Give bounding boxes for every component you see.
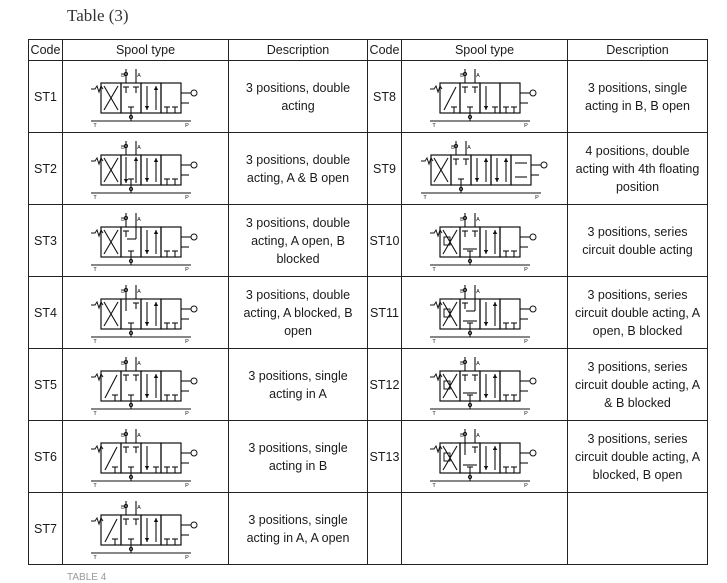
arrow-head <box>123 179 127 183</box>
description-cell: 3 positions, double acting, A & B open <box>229 133 368 205</box>
valve-envelope <box>500 83 520 113</box>
valve-envelope <box>500 227 520 257</box>
spool-symbol <box>85 498 207 560</box>
lever-knob-icon <box>191 522 197 528</box>
spool-symbol <box>85 138 207 200</box>
code-cell: ST3 <box>29 205 63 277</box>
lever-knob-icon <box>191 234 197 240</box>
arrow-head <box>492 302 496 306</box>
arrow-head <box>144 106 148 110</box>
port-label: A <box>136 144 141 151</box>
spool-type-table <box>28 39 708 565</box>
port-label: P <box>184 266 189 272</box>
spool-symbol <box>85 354 207 416</box>
description-cell: 3 positions, double acting <box>229 61 368 133</box>
port-label: B <box>120 360 125 367</box>
header-description-right: Description <box>568 40 708 61</box>
port-label: T <box>431 266 436 272</box>
valve-envelope <box>141 515 161 545</box>
arrow-head <box>153 518 157 522</box>
lever-knob-icon <box>530 90 536 96</box>
port-label: B <box>459 72 464 79</box>
arrow-head <box>483 394 487 398</box>
lever-knob-icon <box>530 306 536 312</box>
description-cell: 3 positions, double acting, A open, B blocked <box>229 205 368 277</box>
port-label: P <box>184 554 189 560</box>
table-row <box>29 421 708 493</box>
spool-symbol <box>424 282 546 344</box>
port-label: T <box>431 410 436 416</box>
port-label: A <box>136 360 141 367</box>
port-label: B <box>120 432 125 439</box>
arrow-head <box>474 178 478 182</box>
spool-symbol-cell <box>402 277 568 349</box>
arrow-head <box>483 106 487 110</box>
port-label: B <box>120 144 125 151</box>
arrow-head <box>494 178 498 182</box>
valve-envelope <box>491 155 511 185</box>
arrow-head <box>144 466 148 470</box>
valve-envelope <box>161 443 181 473</box>
code-cell: ST9 <box>368 133 402 205</box>
arrow-head <box>144 178 148 182</box>
spool-symbol <box>85 210 207 272</box>
port-label: P <box>523 266 528 272</box>
lever-knob-icon <box>191 306 197 312</box>
arrow-head <box>153 86 157 90</box>
port-label: T <box>92 410 97 416</box>
port-label: B <box>459 432 464 439</box>
spool-symbol <box>424 426 546 488</box>
header-code-left: Code <box>29 40 63 61</box>
valve-envelope <box>480 227 500 257</box>
valve-envelope <box>500 371 520 401</box>
spool-symbol-cell <box>63 421 229 493</box>
valve-envelope <box>480 443 500 473</box>
port-label: T <box>92 122 97 128</box>
code-cell: ST5 <box>29 349 63 421</box>
valve-envelope <box>161 83 181 113</box>
arrow-head <box>144 322 148 326</box>
port-label: P <box>523 410 528 416</box>
code-cell: ST10 <box>368 205 402 277</box>
port-label: T <box>431 338 436 344</box>
port-label: P <box>184 410 189 416</box>
spool-symbol <box>424 210 546 272</box>
valve-envelope <box>161 299 181 329</box>
table-row <box>29 349 708 421</box>
spool-symbol-cell <box>402 61 568 133</box>
spool-symbol <box>85 426 207 488</box>
valve-envelope <box>141 155 161 185</box>
valve-envelope <box>161 371 181 401</box>
port-label: A <box>136 216 141 223</box>
arrow-head <box>153 302 157 306</box>
description-cell: 3 positions, double acting, A blocked, B open <box>229 277 368 349</box>
arrow-head <box>492 446 496 450</box>
port-label: P <box>184 194 189 200</box>
port-label: P <box>523 122 528 128</box>
valve-envelope <box>480 371 500 401</box>
spool-symbol <box>415 138 555 200</box>
port-label: A <box>475 288 480 295</box>
port-label: P <box>534 194 539 200</box>
code-cell: ST11 <box>368 277 402 349</box>
valve-envelope <box>141 299 161 329</box>
spool-symbol-cell <box>63 61 229 133</box>
valve-envelope <box>141 83 161 113</box>
table-caption: Table (3) <box>67 6 129 25</box>
code-cell: ST7 <box>29 493 63 565</box>
header-description-left: Description <box>229 40 368 61</box>
spool-symbol-cell <box>63 205 229 277</box>
description-cell: 3 positions, series circuit double acting, A & B blocked <box>568 349 708 421</box>
arrow-head <box>153 158 157 162</box>
description-cell: 4 positions, double acting with 4th floating position <box>568 133 708 205</box>
port-label: B <box>459 360 464 367</box>
valve-envelope <box>161 515 181 545</box>
description-cell: 3 positions, single acting in A, A open <box>229 493 368 565</box>
port-label: T <box>92 338 97 344</box>
code-cell: ST13 <box>368 421 402 493</box>
port-label: T <box>92 554 97 560</box>
lever-knob-icon <box>530 450 536 456</box>
valve-envelope <box>500 299 520 329</box>
valve-envelope <box>141 371 161 401</box>
arrow-head <box>483 322 487 326</box>
spool-symbol-cell <box>402 205 568 277</box>
spool-symbol-cell <box>402 349 568 421</box>
port-label: T <box>92 194 97 200</box>
port-label: A <box>136 72 141 79</box>
arrow-head <box>483 250 487 254</box>
header-spool-right: Spool type <box>402 40 568 61</box>
spool-symbol-cell <box>63 349 229 421</box>
port-label: A <box>475 72 480 79</box>
port-label: T <box>92 482 97 488</box>
lever-knob-icon <box>191 90 197 96</box>
port-label: A <box>475 432 480 439</box>
empty-spool-cell <box>402 493 568 565</box>
valve-envelope <box>511 155 531 185</box>
port-label: A <box>475 360 480 367</box>
port-label: B <box>120 216 125 223</box>
lever-knob-icon <box>191 162 197 168</box>
port-label: A <box>136 288 141 295</box>
port-label: B <box>459 288 464 295</box>
port-label: A <box>136 432 141 439</box>
code-cell: ST12 <box>368 349 402 421</box>
arrow-head <box>133 157 137 161</box>
table-row <box>29 205 708 277</box>
arrow-head <box>492 374 496 378</box>
arrow-head <box>483 466 487 470</box>
port-label: A <box>466 144 471 151</box>
description-cell: 3 positions, series circuit double acting <box>568 205 708 277</box>
table-row <box>29 61 708 133</box>
description-cell: 3 positions, series circuit double acting, A open, B blocked <box>568 277 708 349</box>
spool-symbol <box>424 66 546 128</box>
code-cell: ST2 <box>29 133 63 205</box>
valve-envelope <box>141 227 161 257</box>
port-label: P <box>184 122 189 128</box>
arrow-head <box>492 230 496 234</box>
spool-symbol <box>85 282 207 344</box>
code-cell: ST1 <box>29 61 63 133</box>
arrow-head <box>483 158 487 162</box>
lever-knob-icon <box>530 234 536 240</box>
empty-code-cell <box>368 493 402 565</box>
description-cell: 3 positions, single acting in B <box>229 421 368 493</box>
port-label: T <box>92 266 97 272</box>
port-label: B <box>450 144 455 151</box>
arrow-head <box>144 250 148 254</box>
code-cell: ST4 <box>29 277 63 349</box>
arrow-head <box>144 394 148 398</box>
empty-description-cell <box>568 493 708 565</box>
header-code-right: Code <box>368 40 402 61</box>
port-label: B <box>120 504 125 511</box>
valve-envelope <box>471 155 491 185</box>
spool-symbol-cell <box>402 133 568 205</box>
description-cell: 3 positions, series circuit double acting, A blocked, B open <box>568 421 708 493</box>
port-label: A <box>475 216 480 223</box>
lever-knob-icon <box>191 378 197 384</box>
code-cell: ST8 <box>368 61 402 133</box>
port-label: B <box>120 288 125 295</box>
port-label: P <box>184 482 189 488</box>
valve-envelope <box>480 299 500 329</box>
description-cell: 3 positions, single acting in B, B open <box>568 61 708 133</box>
valve-envelope <box>141 443 161 473</box>
spool-symbol-cell <box>63 133 229 205</box>
port-label: T <box>431 482 436 488</box>
valve-envelope <box>500 443 520 473</box>
header-row <box>29 40 708 61</box>
port-label: A <box>136 504 141 511</box>
port-label: P <box>184 338 189 344</box>
spool-symbol-cell <box>63 493 229 565</box>
spool-symbol-cell <box>63 277 229 349</box>
port-label: B <box>120 72 125 79</box>
footer-text: TABLE 4 <box>67 572 107 583</box>
lever-knob-icon <box>541 162 547 168</box>
valve-envelope <box>480 83 500 113</box>
port-label: T <box>431 122 436 128</box>
arrow-head <box>153 230 157 234</box>
arrow-head <box>503 158 507 162</box>
port-label: T <box>422 194 427 200</box>
lever-knob-icon <box>191 450 197 456</box>
code-cell: ST6 <box>29 421 63 493</box>
spool-symbol <box>424 354 546 416</box>
arrow-head <box>153 374 157 378</box>
spool-symbol <box>85 66 207 128</box>
valve-envelope <box>161 155 181 185</box>
table-row <box>29 277 708 349</box>
spool-symbol-cell <box>402 421 568 493</box>
port-label: B <box>459 216 464 223</box>
description-cell: 3 positions, single acting in A <box>229 349 368 421</box>
table-row <box>29 133 708 205</box>
header-spool-left: Spool type <box>63 40 229 61</box>
port-label: P <box>523 482 528 488</box>
table-row <box>29 493 708 565</box>
port-label: P <box>523 338 528 344</box>
lever-knob-icon <box>530 378 536 384</box>
valve-envelope <box>161 227 181 257</box>
arrow-head <box>144 538 148 542</box>
